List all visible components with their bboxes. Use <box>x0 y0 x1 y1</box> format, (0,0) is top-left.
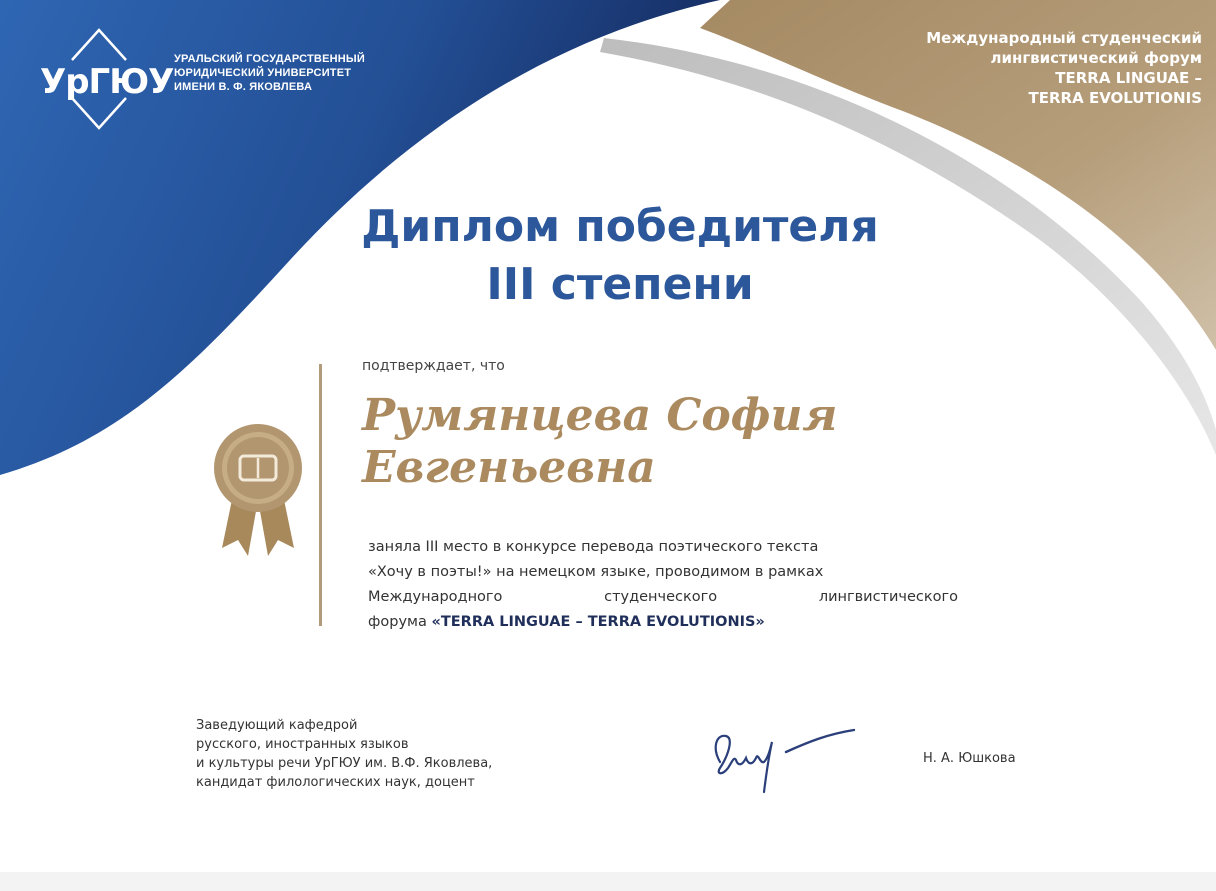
signature-area <box>698 712 868 806</box>
recipient-name-line2: Евгеньевна <box>362 442 656 493</box>
recipient-name-line1: Румянцева София <box>362 390 838 441</box>
forum-title <box>926 28 1202 108</box>
award-line-last <box>368 610 958 635</box>
diploma-title-line1: Диплом победителя <box>361 201 879 252</box>
university-name-line: ИМЕНИ В. Ф. ЯКОВЛЕВА <box>174 81 313 93</box>
forum-title-line: TERRA EVOLUTIONIS <box>1028 89 1202 107</box>
forum-title-line: TERRA LINGUAE – <box>1055 69 1202 87</box>
signer-position-line: Заведующий кафедрой <box>196 718 358 733</box>
forum-title-line: лингвистический форум <box>990 49 1202 67</box>
award-description <box>368 535 958 635</box>
award-forum-name: «TERRA LINGUAE – TERRA EVOLUTIONIS» <box>431 614 765 630</box>
award-line: заняла III место в конкурсе перевода поэтического текста <box>368 539 819 555</box>
university-logo-text: УрГЮУ <box>40 62 174 102</box>
handwritten-signature <box>698 712 868 806</box>
diploma-title-line2: III степени <box>486 259 754 310</box>
award-forum-prefix: форума <box>368 614 432 630</box>
forum-title-line: Международный студенческий <box>926 29 1202 47</box>
vertical-divider <box>319 364 322 626</box>
medal-icon <box>214 424 302 556</box>
signer-position-line: и культуры речи УрГЮУ им. В.Ф. Яковлева, <box>196 756 493 771</box>
signer-position-line: кандидат филологических наук, доцент <box>196 775 475 790</box>
confirms-text: подтверждает, что <box>362 358 505 374</box>
signer-position <box>196 716 492 792</box>
university-name <box>174 52 365 94</box>
signer-name: Н. А. Юшкова <box>923 751 1016 766</box>
award-line: Международного студенческого лингвистического <box>368 589 958 605</box>
diploma-title <box>240 198 1000 314</box>
signer-position-line: русского, иностранных языков <box>196 737 409 752</box>
university-name-line: УРАЛЬСКИЙ ГОСУДАРСТВЕННЫЙ <box>174 53 365 65</box>
university-name-line: ЮРИДИЧЕСКИЙ УНИВЕРСИТЕТ <box>174 67 352 79</box>
recipient-name <box>362 390 882 494</box>
award-line: «Хочу в поэты!» на немецком языке, проводимом в рамках <box>368 564 824 580</box>
